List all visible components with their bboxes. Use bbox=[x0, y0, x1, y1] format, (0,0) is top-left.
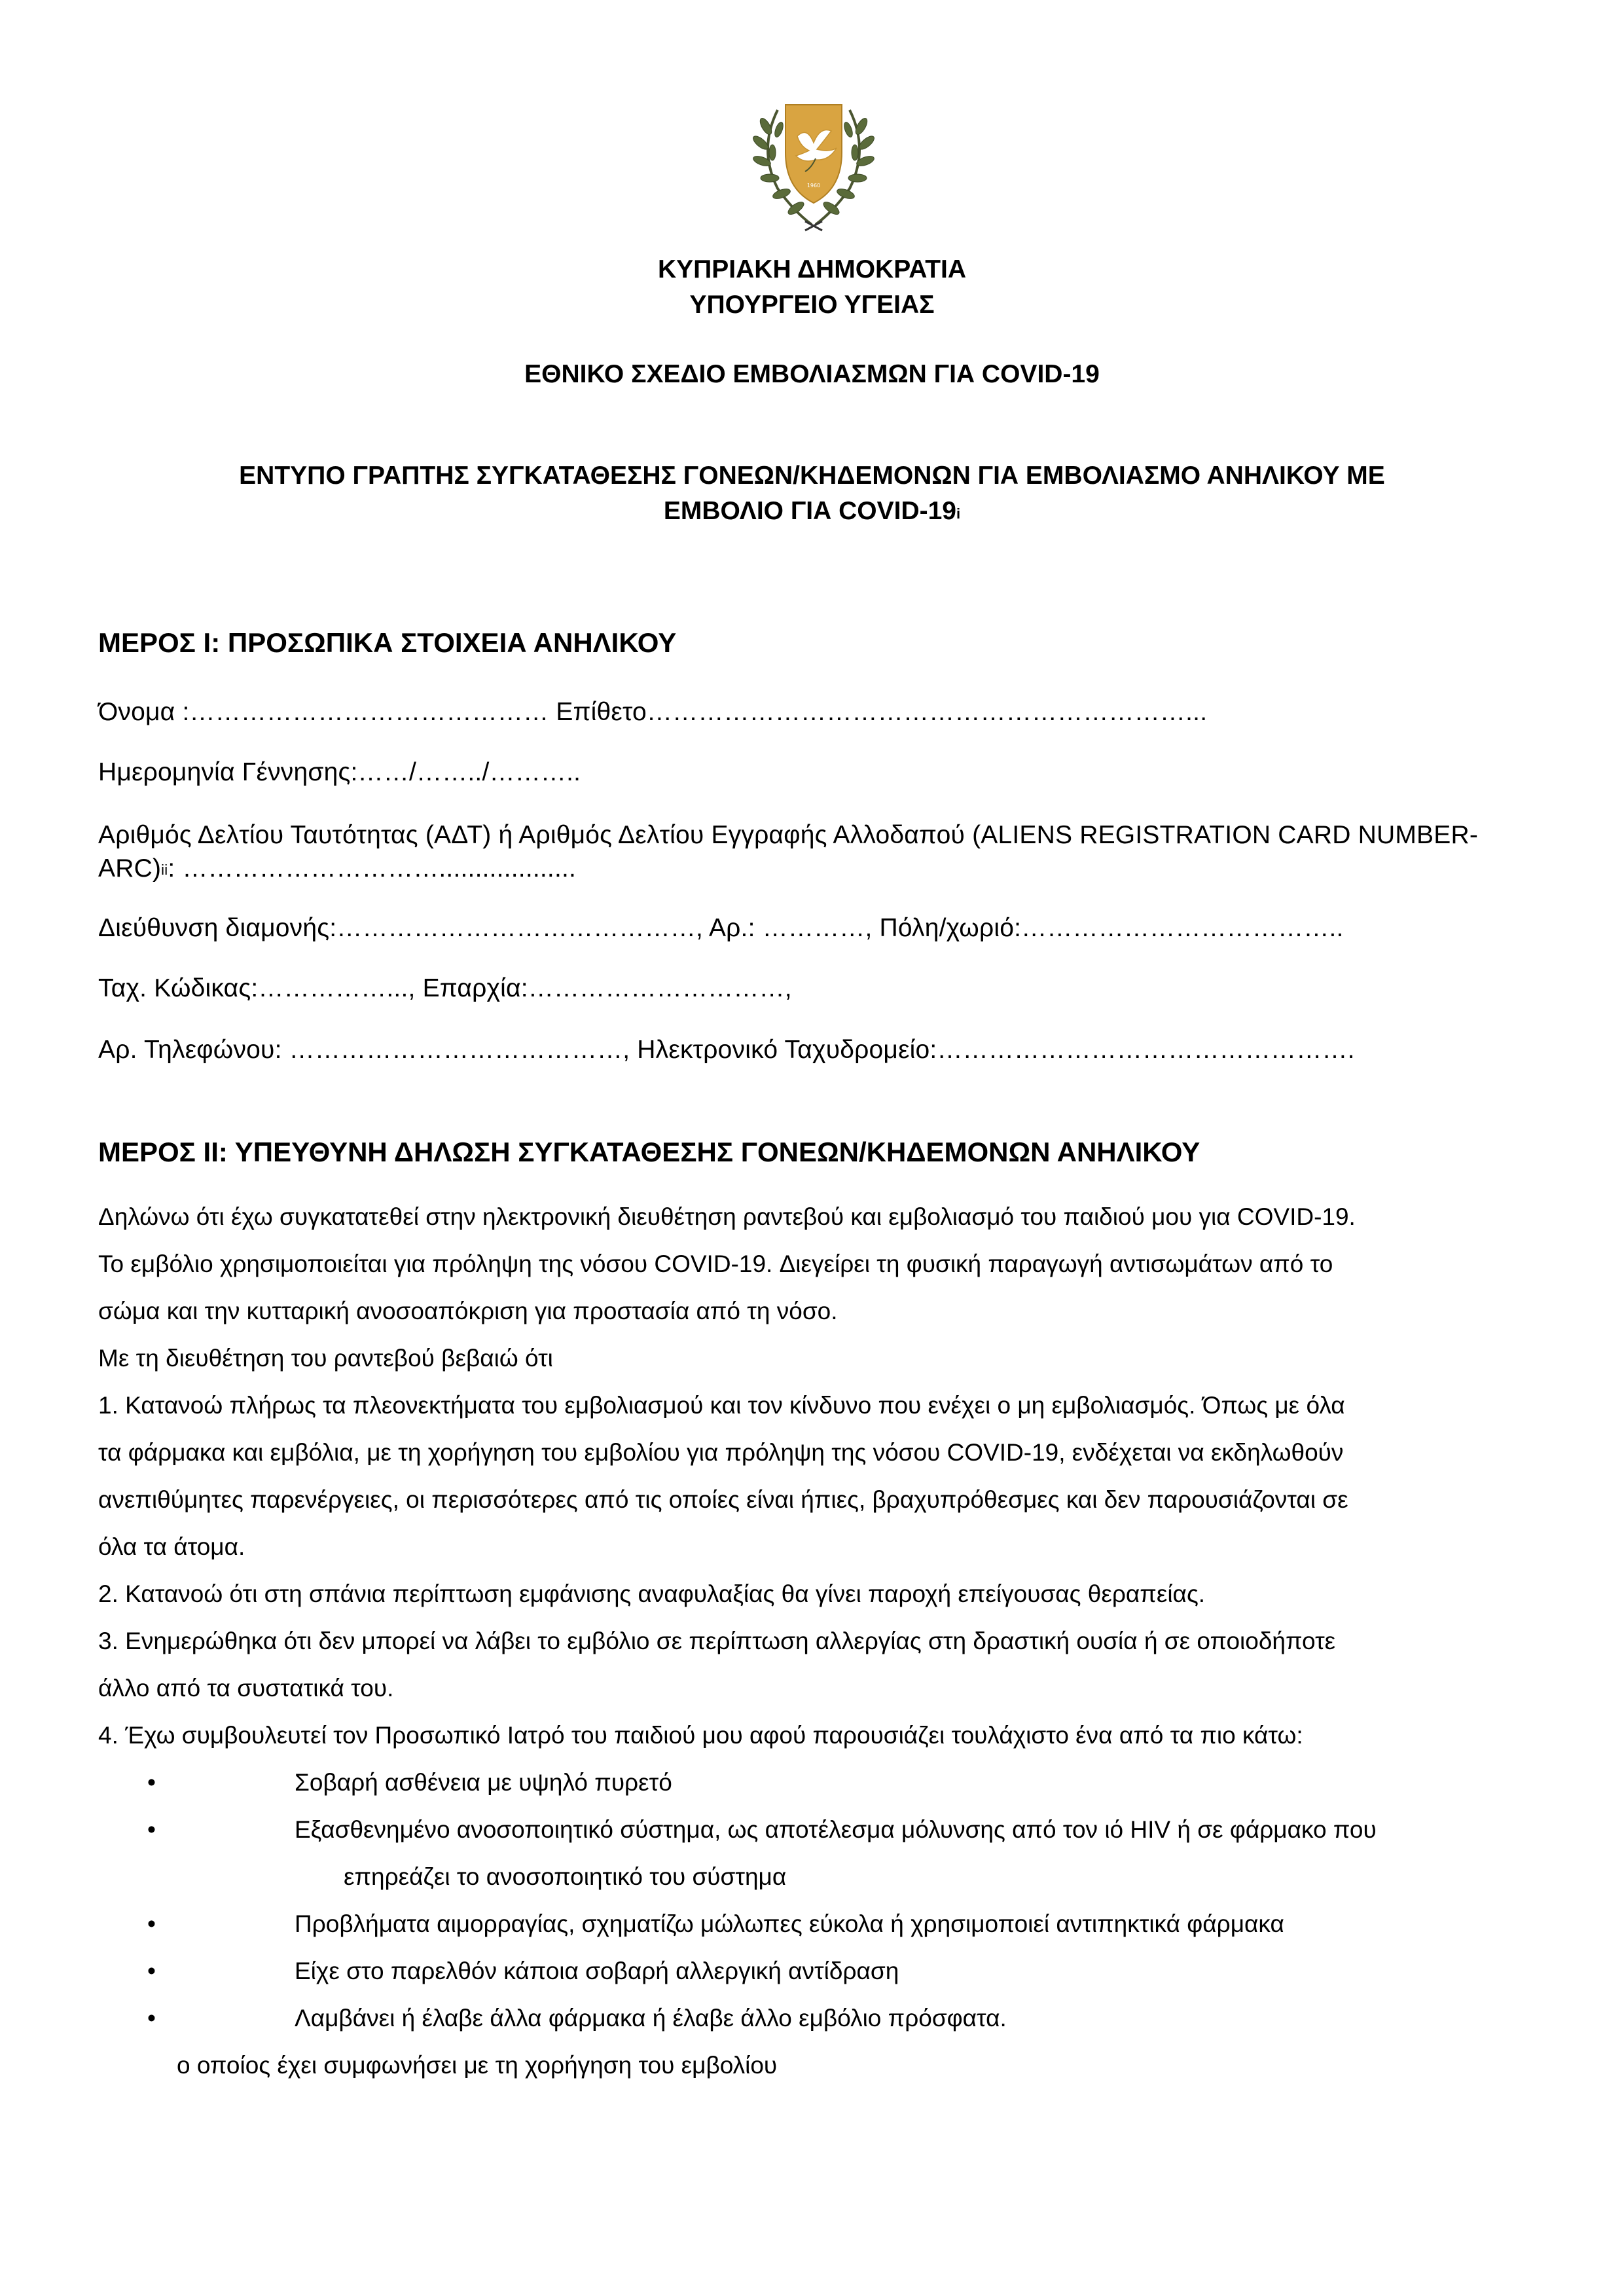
coat-of-arms-emblem bbox=[732, 90, 895, 234]
declaration-line: τα φάρμακα και εμβόλια, με τη χορήγηση του εμβολίου για πρόληψη της νόσου COVID-19, ενδέχεται να εκδηλωθούν bbox=[98, 1439, 1344, 1466]
republic-title: ΚΥΠΡΙΑΚΗ ΔΗΜΟΚΡΑΤΙΑ bbox=[657, 255, 967, 283]
id-footnote: ii bbox=[161, 862, 168, 878]
bullet-item: Είχε στο παρελθόν κάποια σοβαρή αλλεργική αντίδραση bbox=[295, 1958, 899, 1984]
bullet-item: Εξασθενημένο ανοσοποιητικό σύστημα, ως αποτέλεσμα μόλυνσης από τον ιό HIV ή σε φάρμακο που bbox=[295, 1816, 1377, 1843]
declaration-line: Δηλώνω ότι έχω συγκατατεθεί στην ηλεκτρονική διευθέτηση ραντεβού και εμβολιασμό του παιδιού μου για COVID-19. bbox=[98, 1203, 1356, 1230]
bullet-marker: • bbox=[147, 1910, 156, 1937]
part1-title: ΜΕΡΟΣ Ι: ΠΡΟΣΩΠΙΚΑ ΣΤΟΙΧΕΙΑ ΑΝΗΛΙΚΟΥ bbox=[98, 627, 677, 658]
declaration-line: 2. Κατανοώ ότι στη σπάνια περίπτωση εμφάνισης αναφυλαξίας θα γίνει παροχή επείγουσας θεραπείας. bbox=[98, 1580, 1206, 1607]
form-title-line1: ΕΝΤΥΠΟ ΓΡΑΠΤΗΣ ΣΥΓΚΑΤΑΘΕΣΗΣ ΓΟΝΕΩΝ/ΚΗΔΕΜΟΝΩΝ ΓΙΑ ΕΜΒΟΛΙΑΣΜΟ ΑΝΗΛΙΚΟΥ ΜΕ bbox=[239, 462, 1385, 490]
part2-title: ΜΕΡΟΣ ΙΙ: ΥΠΕΥΘΥΝΗ ΔΗΛΩΣΗ ΣΥΓΚΑΤΑΘΕΣΗΣ ΓΟΝΕΩΝ/ΚΗΔΕΜΟΝΩΝ ΑΝΗΛΙΚΟΥ bbox=[98, 1137, 1200, 1167]
id-number-field[interactable]: Αριθμός Δελτίου Ταυτότητας (ΑΔΤ) ή Αριθμός Δελτίου Εγγραφής Αλλοδαπού (ALIENS REGISTRATION CARD NUMBER- ARC)$^{ii}$: …………………………................... bbox=[98, 821, 1479, 883]
form-title-line2: ΕΜΒΟΛΙΟ ΓΙΑ COVID-19$^i$ bbox=[663, 497, 961, 525]
declaration-line: 3. Ενημερώθηκα ότι δεν μπορεί να λάβει το εμβόλιο σε περίπτωση αλλεργίας στη δραστική ουσία ή σε οποιοδήποτε bbox=[98, 1628, 1336, 1654]
svg-text:1960: 1960 bbox=[806, 183, 821, 189]
declaration-line: ανεπιθύμητες παρενέργειες, οι περισσότερες από τις οποίες είναι ήπιες, βραχυπρόθεσμες και δεν παρουσιάζονται σε bbox=[98, 1486, 1348, 1513]
bullet-marker: • bbox=[147, 1769, 156, 1796]
address-field[interactable]: Διεύθυνση διαμονής:……………………………………, Αρ.: …………, Πόλη/χωριό:……………………………….. bbox=[98, 914, 1344, 942]
declaration-line: 4. Έχω συμβουλευτεί τον Προσωπικό Ιατρό του παιδιού μου αφού παρουσιάζει τουλάχιστο ένα από τα πιο κάτω: bbox=[98, 1722, 1303, 1749]
ministry-title: ΥΠΟΥΡΓΕΙΟ ΥΓΕΙΑΣ bbox=[689, 291, 935, 319]
declaration-line: άλλο από τα συστατικά του. bbox=[98, 1675, 394, 1702]
vaccination-plan-title: ΕΘΝΙΚΟ ΣΧΕΔΙΟ ΕΜΒΟΛΙΑΣΜΩΝ ΓΙΑ COVID-19 bbox=[524, 360, 1100, 388]
declaration-line: όλα τα άτομα. bbox=[98, 1533, 245, 1560]
name-surname-field[interactable]: Όνομα :…………………………………… Επίθετο………………………………………………………... bbox=[98, 698, 1208, 726]
bullet-item-continuation: επηρεάζει το ανοσοποιητικό του σύστημα bbox=[344, 1863, 787, 1890]
bullet-marker: • bbox=[147, 1816, 156, 1843]
bullet-item: Λαμβάνει ή έλαβε άλλα φάρμακα ή έλαβε άλλο εμβόλιο πρόσφατα. bbox=[295, 2005, 1007, 2032]
bullet-marker: • bbox=[147, 1958, 156, 1984]
declaration-line: Το εμβόλιο χρησιμοποιείται για πρόληψη της νόσου COVID-19. Διεγείρει τη φυσική παραγωγή αντισωμάτων από το bbox=[98, 1250, 1333, 1277]
bullet-marker: • bbox=[147, 2005, 156, 2032]
declaration-line: Με τη διευθέτηση του ραντεβού βεβαιώ ότι bbox=[98, 1345, 553, 1372]
phone-email-field[interactable]: Αρ. Τηλεφώνου: …………………………………, Ηλεκτρονικό Ταχυδρομείο:…………………………………………. bbox=[98, 1036, 1355, 1064]
bullet-item: Σοβαρή ασθένεια με υψηλό πυρετό bbox=[295, 1769, 672, 1796]
declaration-line: σώμα και την κυτταρική ανοσοαπόκριση για προστασία από τη νόσο. bbox=[98, 1298, 838, 1324]
postal-district-field[interactable]: Ταχ. Κώδικας:……………..., Επαρχία:…………………………, bbox=[98, 974, 792, 1002]
date-of-birth-field[interactable]: Ημερομηνία Γέννησης:……/……../……….. bbox=[98, 758, 581, 786]
form-title-footnote: i bbox=[956, 505, 961, 522]
declaration-line: 1. Κατανοώ πλήρως τα πλεονεκτήματα του εμβολιασμού και τον κίνδυνο που ενέχει ο μη εμβολιασμός. Όπως με όλα bbox=[98, 1392, 1345, 1419]
closing-line: ο οποίος έχει συμφωνήσει με τη χορήγηση του εμβολίου bbox=[177, 2052, 778, 2079]
bullet-item: Προβλήματα αιμορραγίας, σχηματίζω μώλωπες εύκολα ή χρησιμοποιεί αντιπηκτικά φάρμακα bbox=[295, 1910, 1284, 1937]
